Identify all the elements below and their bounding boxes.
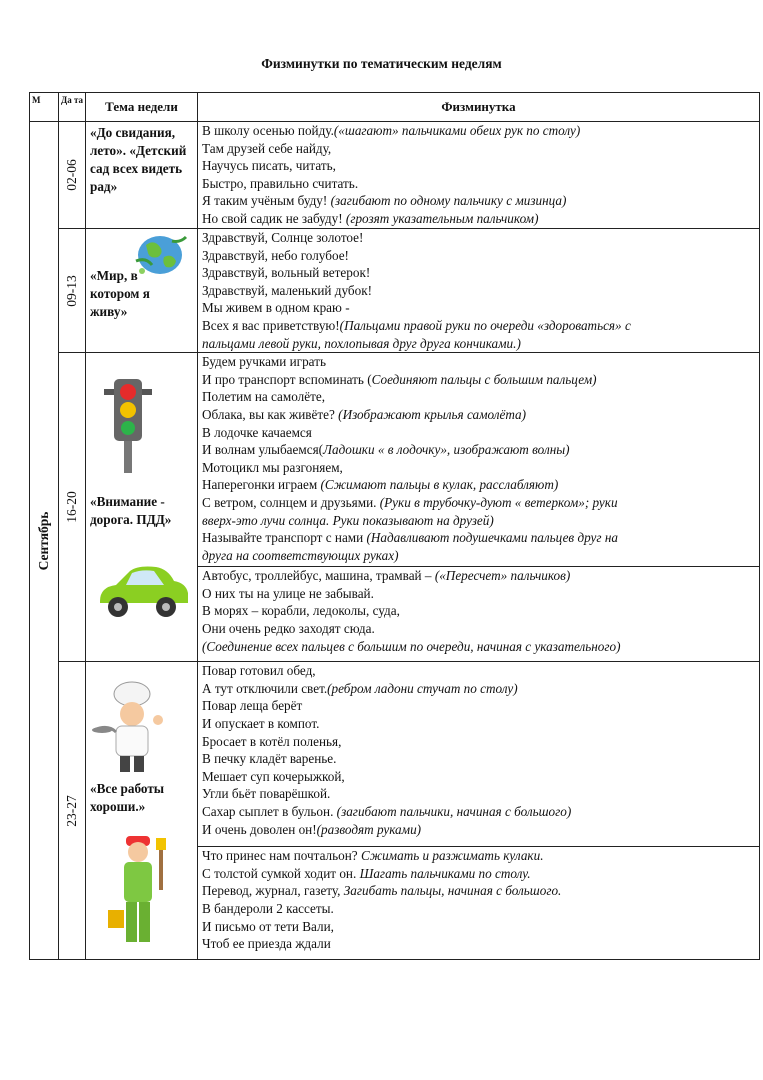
exercise-instruction: (Надавливают подушечками пальцев друг на xyxy=(366,530,618,546)
exercise-verse: Мы живем в одном краю - xyxy=(202,300,350,316)
exercise-verse: Называйте транспорт с нами xyxy=(202,530,367,546)
header-row xyxy=(30,93,760,122)
week-row xyxy=(30,662,760,847)
exercise-instruction: Соединяют пальцы с большим пальцем) xyxy=(371,371,597,387)
traffic-light-illustration xyxy=(104,375,154,475)
exercise-verse: Сахар сыплет в бульон. xyxy=(202,803,337,819)
exercise-instruction: Загибать пальцы, начиная с большого. xyxy=(343,883,562,899)
exercise-text xyxy=(202,567,755,655)
exercise-verse: Мотоцикл мы разгоняем, xyxy=(202,459,343,475)
exercise-line xyxy=(202,803,755,821)
header-month: М xyxy=(30,93,59,122)
topic-cell xyxy=(86,229,198,353)
exercise-verse: Чтоб ее приезда ждали xyxy=(202,936,331,952)
exercise-line xyxy=(202,299,755,317)
exercise-line xyxy=(202,388,755,406)
exercise-line xyxy=(202,900,755,918)
exercise-verse: Мешает суп кочерыжкой, xyxy=(202,768,345,784)
exercise-instruction: («Пересчет» пальчиков) xyxy=(434,568,571,584)
exercise-verse: Здравствуй, Солнце золотое! xyxy=(202,230,364,245)
exercise-instruction: Ладошки « в лодочку», изображают волны) xyxy=(323,442,570,458)
exercise-verse: Быстро, правильно считать. xyxy=(202,175,359,191)
exercise-verse: Бросает в котёл поленья, xyxy=(202,733,342,749)
exercise-verse: В печку кладёт варенье. xyxy=(202,751,337,767)
exercise-instruction: Шагать пальчиками по столу. xyxy=(359,865,531,881)
chef-illustration xyxy=(92,680,182,776)
week-row xyxy=(30,229,760,353)
header-topic: Тема недели xyxy=(86,93,198,122)
exercise-line xyxy=(202,175,755,193)
exercise-verse: Всех я вас приветствую! xyxy=(202,317,340,333)
exercise-verse: Будем ручками играть xyxy=(202,354,326,370)
week-date: 23-27 xyxy=(64,794,79,827)
exercise-text xyxy=(202,847,755,953)
exercise-line xyxy=(202,680,755,698)
exercise-instruction: (Изображают крылья самолёта) xyxy=(338,406,527,422)
exercise-line xyxy=(202,620,755,638)
exercise-instruction: (Руки в трубочку-дуют « ветерком»; руки xyxy=(379,494,618,510)
exercise-verse: Научусь писать, читать, xyxy=(202,158,336,174)
exercise-verse: Перевод, журнал, газету, xyxy=(202,883,344,899)
exercise-verse: В бандероли 2 кассеты. xyxy=(202,900,334,916)
week-topic: «Внимание - дорога. ПДД» xyxy=(90,494,172,528)
exercise-line xyxy=(202,715,755,733)
exercise-line xyxy=(202,785,755,803)
month-label: Сентябрь xyxy=(36,511,51,570)
date-cell xyxy=(59,229,86,353)
exercise-line xyxy=(202,424,755,442)
exercise-line xyxy=(202,353,755,371)
exercise-line xyxy=(202,264,755,282)
exercise-line xyxy=(202,585,755,603)
page-title: Физминутки по тематическим неделям xyxy=(261,56,502,71)
exercise-instruction: (грозят указательным пальчиком) xyxy=(345,210,539,226)
exercise-text xyxy=(202,353,755,564)
exercise-line xyxy=(202,697,755,715)
exercise-verse: С ветром, солнцем и друзьями. xyxy=(202,494,380,510)
exercise-line xyxy=(202,140,755,158)
header-exercise: Физминутка xyxy=(198,93,760,122)
exercise-verse: Автобус, троллейбус, машина, трамвай – xyxy=(202,568,435,584)
exercise-verse: Угли бьёт поварёшкой. xyxy=(202,786,331,802)
exercise-line xyxy=(202,406,755,424)
exercise-line xyxy=(202,247,755,265)
date-cell xyxy=(59,662,86,960)
exercise-line xyxy=(202,476,755,494)
week-topic: «До свидания, лето». «Детский сад всех видеть рад» xyxy=(90,125,187,194)
week-row xyxy=(30,353,760,567)
week-row xyxy=(30,122,760,229)
exercise-line xyxy=(202,122,755,140)
exercise-verse: В морях – корабли, ледоколы, суда, xyxy=(202,603,400,619)
exercise-cell xyxy=(198,122,760,229)
exercise-line xyxy=(202,847,755,865)
exercise-verse: Здравствуй, небо голубое! xyxy=(202,247,349,263)
exercise-verse: И про транспорт вспоминать ( xyxy=(202,371,372,387)
schedule-table xyxy=(29,92,760,960)
exercise-instruction: (разводят руками) xyxy=(316,821,422,837)
painter-illustration xyxy=(108,830,176,950)
exercise-line xyxy=(202,602,755,620)
exercise-line xyxy=(202,882,755,900)
exercise-line xyxy=(202,750,755,768)
exercise-verse: И очень доволен он! xyxy=(202,821,317,837)
exercise-line xyxy=(202,441,755,459)
exercise-verse: В лодочке качаемся xyxy=(202,424,312,440)
exercise-line xyxy=(202,335,755,353)
exercise-instruction: (Соединение всех пальцев с большим по очереди, начиная с указательного) xyxy=(202,638,621,654)
exercise-instruction: Сжимать и разжимать кулаки. xyxy=(360,848,544,864)
exercise-line xyxy=(202,733,755,751)
exercise-verse: Наперегонки играем xyxy=(202,477,321,493)
week-date: 02-06 xyxy=(64,159,79,191)
week-topic: «Мир, в котором я живу» xyxy=(90,268,150,319)
exercise-verse: С толстой сумкой ходит он. xyxy=(202,865,360,881)
exercise-verse: Здравствуй, вольный ветерок! xyxy=(202,265,371,281)
exercise-line xyxy=(202,512,755,530)
exercise-verse: А тут отключили свет. xyxy=(202,680,328,696)
exercise-cell xyxy=(198,847,760,960)
exercise-instruction: (ребром ладони стучат по столу) xyxy=(327,680,518,696)
exercise-instruction: (загибают пальчики, начиная с большого) xyxy=(336,803,572,819)
exercise-line xyxy=(202,282,755,300)
exercise-verse: Полетим на самолёте, xyxy=(202,389,326,405)
exercise-line xyxy=(202,547,755,565)
topic-cell xyxy=(86,122,198,229)
exercise-verse: О них ты на улице не забывай. xyxy=(202,585,374,601)
exercise-line xyxy=(202,459,755,477)
exercise-line xyxy=(202,567,755,585)
exercise-line xyxy=(202,638,755,656)
exercise-verse: И волнам улыбаемся( xyxy=(202,442,324,458)
exercise-line xyxy=(202,157,755,175)
exercise-line xyxy=(202,865,755,883)
exercise-verse: Но свой садик не забуду! xyxy=(202,210,346,226)
exercise-instruction: (загибают по одному пальчику с мизинца) xyxy=(330,193,567,209)
week-topic: «Все работы хороши.» xyxy=(90,781,165,815)
exercise-verse: И письмо от тети Вали, xyxy=(202,918,334,934)
exercise-line xyxy=(202,371,755,389)
exercise-line xyxy=(202,821,755,839)
exercise-verse: И опускает в компот. xyxy=(202,715,320,731)
exercise-line xyxy=(202,662,755,680)
exercise-instruction: друга на соответствующих руках) xyxy=(202,547,399,563)
week-date: 09-13 xyxy=(64,274,79,307)
exercise-verse: Здравствуй, маленький дубок! xyxy=(202,282,373,298)
exercise-line xyxy=(202,210,755,228)
exercise-line xyxy=(202,229,755,247)
exercise-instruction: (Пальцами правой руки по очереди «здороваться» с xyxy=(339,317,631,333)
date-cell xyxy=(59,122,86,229)
exercise-line xyxy=(202,317,755,335)
exercise-verse: Что принес нам почтальон? xyxy=(202,848,361,864)
exercise-line xyxy=(202,192,755,210)
exercise-verse: Повар готовил обед, xyxy=(202,663,316,679)
exercise-cell xyxy=(198,662,760,847)
exercise-verse: Повар леща берёт xyxy=(202,698,303,714)
header-date: Да та xyxy=(59,93,86,122)
exercise-verse: Облака, вы как живёте? xyxy=(202,406,339,422)
exercise-text xyxy=(202,662,755,838)
week-date: 16-20 xyxy=(64,491,79,523)
exercise-instruction: вверх-это лучи солнца. Руки показывают на друзей) xyxy=(202,512,494,528)
exercise-verse: Я таким учёным буду! xyxy=(202,193,331,209)
exercise-cell xyxy=(198,353,760,567)
exercise-verse: Они очень редко заходят сюда. xyxy=(202,620,375,636)
exercise-cell xyxy=(198,567,760,662)
car-illustration xyxy=(94,561,190,621)
exercise-line xyxy=(202,918,755,936)
exercise-cell xyxy=(198,229,760,353)
exercise-line xyxy=(202,768,755,786)
topic-cell xyxy=(86,662,198,960)
exercise-line xyxy=(202,935,755,953)
exercise-instruction: (Сжимают пальцы в кулак, расслабляют) xyxy=(320,477,559,493)
exercise-text xyxy=(202,229,755,352)
month-cell xyxy=(30,122,59,960)
exercise-instruction: пальцами левой руки, похлопывая друг друга кончиками.) xyxy=(202,335,521,351)
date-cell xyxy=(59,353,86,662)
exercise-verse: Там друзей себе найду, xyxy=(202,140,332,156)
exercise-verse: В школу осенью пойду. xyxy=(202,123,334,138)
exercise-line xyxy=(202,494,755,512)
exercise-line xyxy=(202,529,755,547)
exercise-instruction: («шагают» пальчиками обеих рук по столу) xyxy=(333,123,581,138)
topic-cell xyxy=(86,353,198,662)
exercise-text xyxy=(202,122,755,228)
